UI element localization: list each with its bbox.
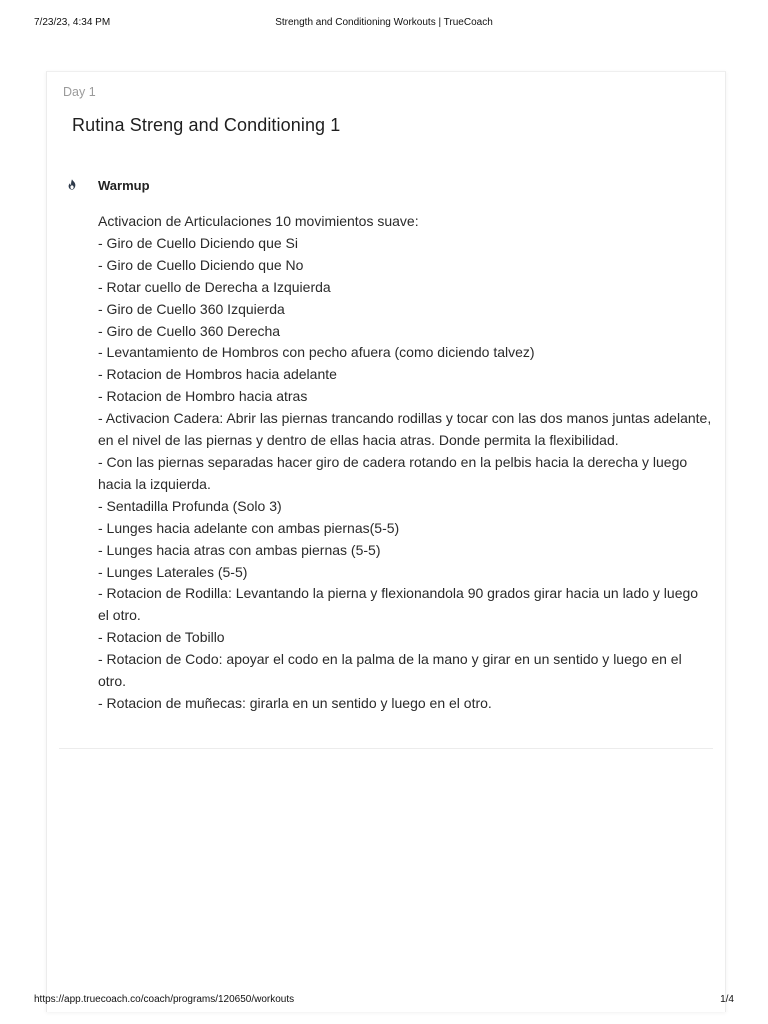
workout-title: Rutina Streng and Conditioning 1 [72,115,341,135]
print-datetime: 7/23/23, 4:34 PM [34,17,111,28]
page-indicator: 1/4 [720,994,734,1005]
exercise-line: - Giro de Cuello Diciendo que Si [98,234,298,251]
exercise-line: - Con las piernas separadas hacer giro de cadera rotando en la pelbis hacia la derecha y luego hacia la izquierda. [98,453,688,492]
exercise-line: - Rotacion de Hombros hacia adelante [98,366,337,383]
exercise-line: - Lunges Laterales (5-5) [98,563,248,580]
print-header [0,17,768,31]
section-body [98,211,712,715]
exercise-line: - Giro de Cuello 360 Izquierda [98,300,285,317]
exercise-line: - Giro de Cuello Diciendo que No [98,256,304,273]
exercise-line: Activacion de Articulaciones 10 movimientos suave: [98,213,419,229]
flame-icon [65,178,79,192]
print-page-title: Strength and Conditioning Workouts | TrueCoach [275,17,493,28]
exercise-line: - Giro de Cuello 360 Derecha [98,322,281,339]
exercise-line: - Lunges hacia atras con ambas piernas (5-5) [98,541,381,558]
section-name: Warmup [98,178,150,193]
exercise-line: - Rotacion de Tobillo [98,629,225,646]
exercise-line: - Rotacion de Hombro hacia atras [98,388,308,405]
section-divider [59,748,713,749]
day-label: Day 1 [63,85,96,99]
exercise-line: - Rotacion de muñecas: girarla en un sentido y luego en el otro. [98,694,492,711]
exercise-line: - Rotacion de Codo: apoyar el codo en la palma de la mano y girar en un sentido y luego en el otro. [98,651,682,690]
exercise-line: - Sentadilla Profunda (Solo 3) [98,497,282,514]
exercise-line: - Lunges hacia adelante con ambas piernas(5-5) [98,519,400,536]
print-url: https://app.truecoach.co/coach/programs/120650/workouts [34,994,295,1005]
print-footer [0,994,768,1008]
exercise-line: - Activacion Cadera: Abrir las piernas trancando rodillas y tocar con las dos manos juntas adelante, en el nivel de las piernas y dentro de ellas hacia atras. Donde permita la flexibilidad. [98,410,712,449]
exercise-line: - Rotar cuello de Derecha a Izquierda [98,278,331,295]
exercise-line: - Levantamiento de Hombros con pecho afuera (como diciendo talvez) [98,344,535,361]
flame-icon-graphic [65,178,79,192]
workout-card [46,71,726,1012]
exercise-line: - Rotacion de Rodilla: Levantando la pierna y flexionandola 90 grados girar hacia un lado y luego el otro. [98,585,699,624]
